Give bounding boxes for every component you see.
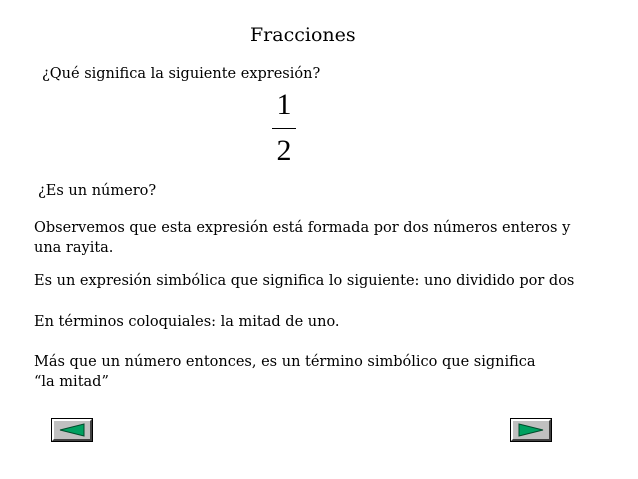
paragraph-symbolic: Es un expresión simbólica que significa lo siguiente: uno dividido por dos	[34, 273, 575, 289]
next-slide-button[interactable]	[511, 419, 551, 441]
fraction-numerator: 1	[276, 88, 292, 121]
paragraph-conclusion	[34, 352, 594, 392]
fraction-denominator: 2	[276, 134, 292, 167]
previous-slide-button[interactable]	[52, 419, 92, 441]
paragraph-conclusion-line-2: “la mitad”	[34, 374, 109, 390]
question-is-number: ¿Es un número?	[38, 183, 157, 199]
triangle-left-icon	[57, 423, 87, 437]
triangle-right-icon	[516, 423, 546, 437]
fraction-bar	[272, 128, 296, 129]
slide-title: Fracciones	[250, 24, 356, 46]
paragraph-colloquial: En términos coloquiales: la mitad de uno.	[34, 314, 340, 330]
question-expression: ¿Qué significa la siguiente expresión?	[42, 66, 321, 82]
paragraph-observation: Observemos que esta expresión está formada por dos números enteros y una rayita.	[34, 220, 571, 256]
fraction-display	[268, 90, 300, 170]
paragraph-conclusion-line-1: Más que un número entonces, es un término simbólico que significa	[34, 354, 536, 370]
